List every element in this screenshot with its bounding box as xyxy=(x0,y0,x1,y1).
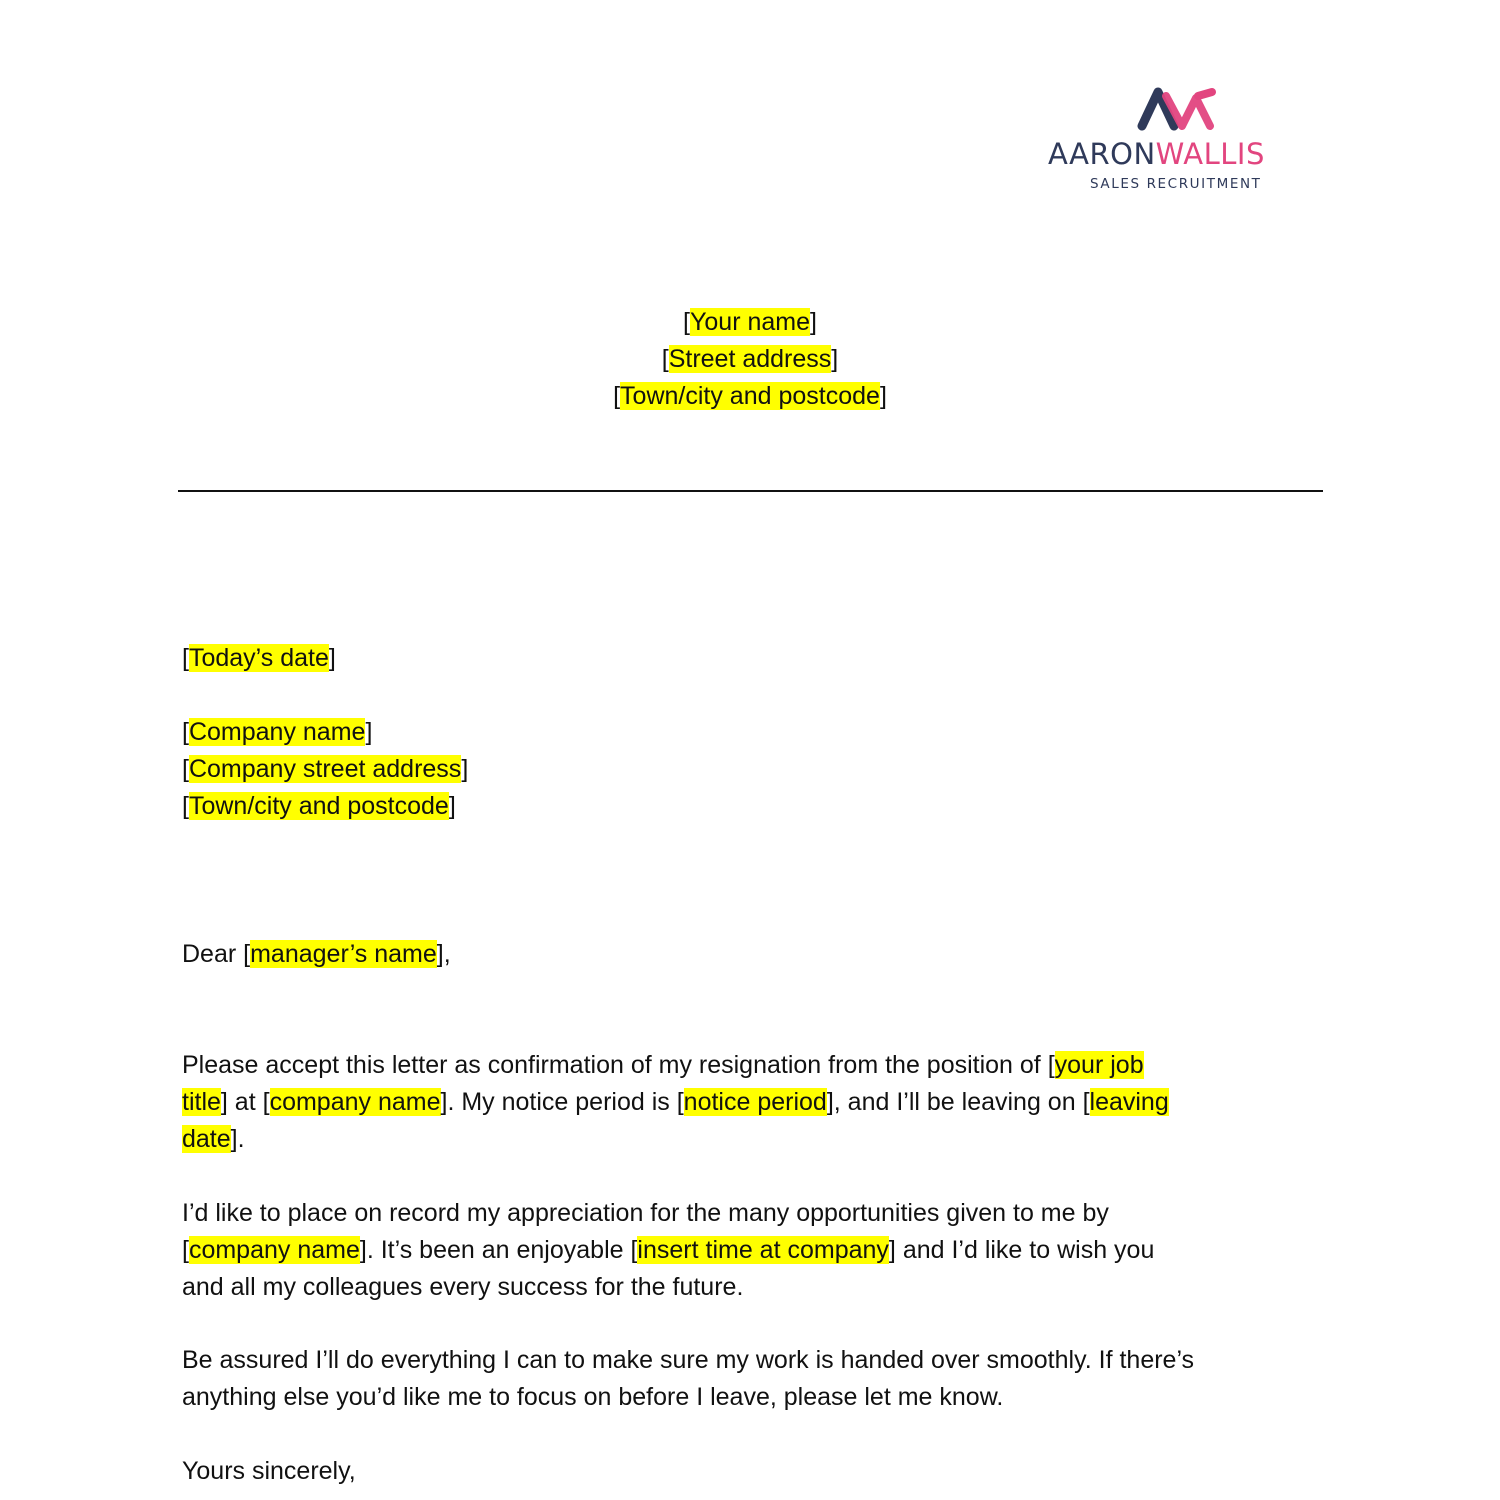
sender-street-placeholder[interactable]: Street address xyxy=(668,345,832,373)
closing: Yours sincerely, xyxy=(182,1457,356,1485)
paragraph3-line1: Be assured I’ll do everything I can to make sure my work is handed over smoothly. If there’s xyxy=(182,1346,1195,1374)
sender-name-line: [Your name] xyxy=(683,308,817,336)
company-name-placeholder[interactable]: company name xyxy=(269,1088,441,1116)
logo-tagline: SALES RECRUITMENT xyxy=(1090,176,1262,192)
leaving-date-placeholder-a[interactable]: leaving xyxy=(1089,1088,1169,1116)
salutation-prefix: Dear xyxy=(182,940,244,968)
paragraph2-line3: and all my colleagues every success for the future. xyxy=(182,1273,744,1301)
leaving-date-placeholder-b[interactable]: date xyxy=(182,1125,231,1153)
paragraph1-line3: date]. xyxy=(182,1125,245,1153)
date-placeholder[interactable]: Today’s date xyxy=(188,644,329,672)
sender-town-placeholder[interactable]: Town/city and postcode xyxy=(620,382,880,410)
paragraph1-text4: , and I’ll be leaving on xyxy=(833,1088,1083,1116)
paragraph-handover xyxy=(182,1342,1194,1416)
recipient-town-placeholder[interactable]: Town/city and postcode xyxy=(188,792,449,820)
manager-name-placeholder[interactable]: manager’s name xyxy=(250,940,437,968)
job-title-placeholder-a[interactable]: your job xyxy=(1054,1051,1144,1079)
salutation-suffix: , xyxy=(443,940,451,968)
paragraph2-line2: [company name]. It’s been an enjoyable [insert time at company] and I’d like to wish you xyxy=(182,1236,1155,1264)
recipient-company-line: [Company name] xyxy=(182,718,373,746)
paragraph3-line2: anything else you’d like me to focus on before I leave, please let me know. xyxy=(182,1383,1004,1411)
sender-address xyxy=(0,304,1500,415)
paragraph2-text2: and I’d like to wish you xyxy=(895,1236,1155,1264)
paragraph-resignation xyxy=(182,1047,1169,1158)
paragraph2-text1: . It’s been an enjoyable xyxy=(366,1236,631,1264)
recipient-street-line: [Company street address] xyxy=(182,755,469,783)
sender-town-line: [Town/city and postcode] xyxy=(613,382,887,410)
paragraph1-line1: Please accept this letter as confirmation of my resignation from the position of [your job xyxy=(182,1051,1144,1079)
company-name-placeholder-2[interactable]: company name xyxy=(188,1236,360,1264)
header-divider xyxy=(178,490,1323,492)
recipient-address xyxy=(182,714,468,825)
paragraph1-text1: Please accept this letter as confirmation of my resignation from the position of xyxy=(182,1051,1048,1079)
logo-name-aaron: AARON xyxy=(1048,137,1156,171)
logo-wordmark xyxy=(1048,136,1320,172)
paragraph1-text2: at xyxy=(227,1088,263,1116)
salutation: Dear [manager’s name], xyxy=(182,940,451,968)
recipient-street-placeholder[interactable]: Company street address xyxy=(188,755,462,783)
paragraph1-line2: title] at [company name]. My notice period is [notice period], and I’ll be leaving on [leaving xyxy=(182,1088,1169,1116)
date-line: [Today’s date] xyxy=(182,644,336,672)
notice-period-placeholder[interactable]: notice period xyxy=(683,1088,827,1116)
company-logo xyxy=(1046,86,1320,194)
time-at-company-placeholder[interactable]: insert time at company xyxy=(637,1236,889,1264)
paragraph1-text3: . My notice period is xyxy=(447,1088,677,1116)
logo-name-wallis: WALLIS xyxy=(1155,137,1265,171)
recipient-town-line: [Town/city and postcode] xyxy=(182,792,456,820)
job-title-placeholder-b[interactable]: title xyxy=(182,1088,221,1116)
paragraph-appreciation xyxy=(182,1195,1154,1306)
sender-street-line: [Street address] xyxy=(661,345,839,373)
sender-name-placeholder[interactable]: Your name xyxy=(690,308,810,336)
aw-logo-mark-icon xyxy=(1136,86,1220,132)
paragraph2-line1: I’d like to place on record my appreciation for the many opportunities given to me by xyxy=(182,1199,1109,1227)
paragraph1-text5: . xyxy=(237,1125,245,1153)
recipient-company-placeholder[interactable]: Company name xyxy=(188,718,366,746)
